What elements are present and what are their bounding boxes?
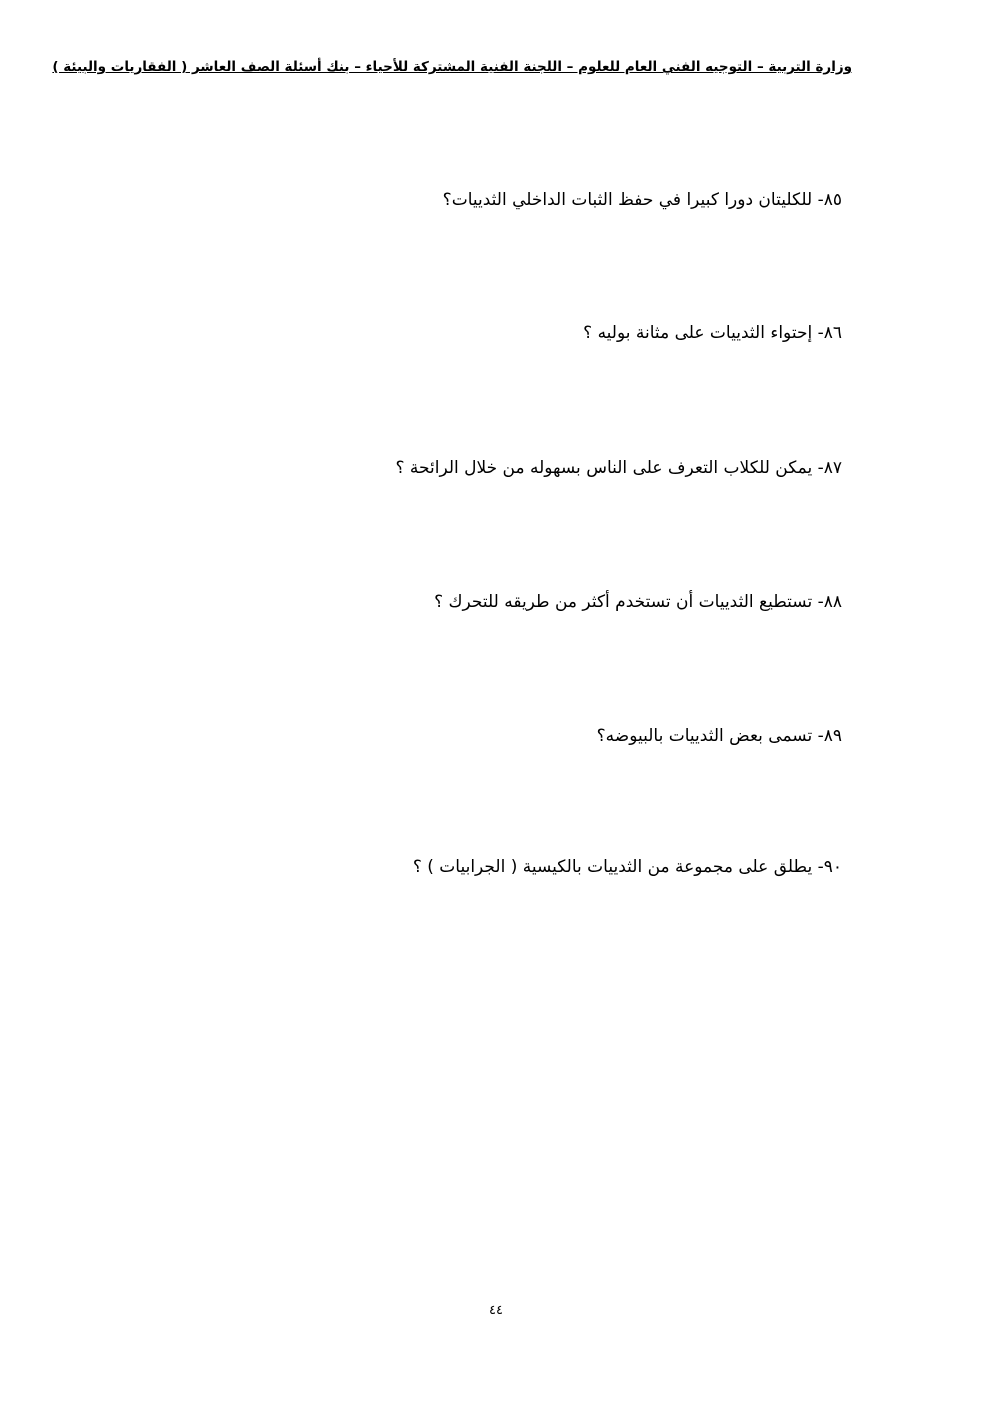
question-87: ٨٧- يمكن للكلاب التعرف على الناس بسهوله من خلال الرائحة ؟ — [395, 458, 842, 478]
question-90: ٩٠- يطلق على مجموعة من الثدييات بالكيسية ( الجرابيات ) ؟ — [412, 857, 842, 877]
question-89: ٨٩- تسمى بعض الثدييات بالبيوضه؟ — [596, 726, 842, 746]
page-number: ٤٤ — [489, 1303, 503, 1318]
page-header: وزارة التربية – التوجيه الفني العام للعلوم – اللجنة الفنية المشتركة للأحياء – بنك أسئلة الصف العاشر ( الفقاريات والبيئة ) — [52, 59, 852, 75]
question-85: ٨٥- للكليتان دورا كبيرا في حفظ الثبات الداخلي الثدييات؟ — [442, 190, 842, 210]
question-86: ٨٦- إحتواء الثدييات على مثانة بوليه ؟ — [583, 323, 842, 343]
question-88: ٨٨- تستطيع الثدييات أن تستخدم أكثر من طريقه للتحرك ؟ — [434, 592, 842, 612]
